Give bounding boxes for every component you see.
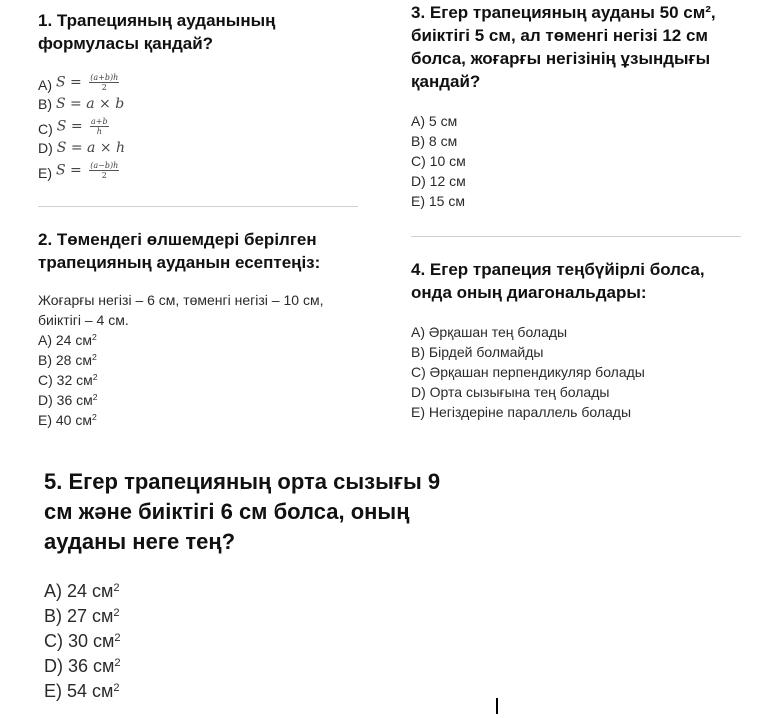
title-line: биіктігі 5 см, ал төменгі негізі 12 см bbox=[411, 26, 709, 45]
formula-lhs: S = bbox=[56, 118, 83, 134]
question-5-title bbox=[44, 467, 504, 557]
option-b: B) Бірдей болмайды bbox=[411, 344, 544, 360]
option-e bbox=[38, 159, 368, 181]
option-text: D) 36 см bbox=[38, 392, 93, 408]
question-1 bbox=[38, 9, 368, 181]
denominator: h bbox=[96, 126, 102, 136]
title-line: трапецияның ауданын есептеңіз: bbox=[38, 253, 321, 272]
formula-lhs: S = bbox=[56, 162, 82, 178]
option-text: B) 28 см bbox=[38, 352, 92, 368]
option-b: B) 8 см bbox=[411, 133, 458, 149]
option-e: E) 15 см bbox=[411, 193, 465, 209]
option-b bbox=[44, 604, 504, 629]
question-4-title bbox=[411, 258, 761, 304]
formula-lhs: S = bbox=[56, 140, 83, 156]
option-c bbox=[44, 629, 504, 654]
fraction bbox=[89, 161, 119, 180]
superscript: 2 bbox=[92, 372, 98, 383]
option-label: A) bbox=[38, 77, 52, 93]
option-text: E) 54 см bbox=[44, 681, 114, 701]
option-a: A) Әрқашан тең болады bbox=[411, 324, 568, 340]
superscript: 2 bbox=[113, 606, 120, 619]
superscript: 2 bbox=[92, 392, 98, 403]
formula-lhs: S = bbox=[56, 74, 82, 90]
option-label: D) bbox=[38, 140, 53, 156]
title-line: 5. Егер трапецияның орта сызығы 9 bbox=[44, 469, 441, 494]
option-label: B) bbox=[38, 96, 52, 112]
option-c bbox=[38, 370, 378, 390]
superscript: 2 bbox=[114, 656, 121, 669]
option-c: C) 10 см bbox=[411, 153, 466, 169]
option-c bbox=[38, 115, 368, 137]
title-line: формуласы қандай? bbox=[38, 34, 214, 53]
numerator: (a−b)h bbox=[90, 160, 119, 170]
title-line: онда оның диагональдары: bbox=[411, 283, 647, 302]
formula-expr: a × b bbox=[86, 96, 125, 112]
denominator: 2 bbox=[101, 170, 107, 180]
option-a: A) 5 см bbox=[411, 113, 458, 129]
question-3-title bbox=[411, 1, 761, 93]
title-line: ауданы неге тең? bbox=[44, 529, 236, 554]
option-e: E) Негіздеріне параллель болады bbox=[411, 404, 632, 420]
question-2-options bbox=[38, 330, 378, 430]
option-text: C) 30 см bbox=[44, 631, 115, 651]
option-a bbox=[38, 71, 368, 93]
superscript: 2 bbox=[91, 412, 97, 423]
option-b bbox=[38, 350, 378, 370]
fraction bbox=[90, 117, 109, 136]
option-d: D) Орта сызығына тең болады bbox=[411, 384, 610, 400]
formula bbox=[56, 96, 124, 112]
formula bbox=[56, 73, 119, 92]
option-c: C) Әрқашан перпендикуляр болады bbox=[411, 364, 645, 380]
question-2 bbox=[38, 228, 378, 430]
question-4-options bbox=[411, 322, 761, 422]
numerator: (a+b)h bbox=[90, 72, 119, 82]
option-label: C) bbox=[38, 121, 53, 137]
superscript: 2 bbox=[91, 332, 97, 343]
option-a bbox=[38, 330, 378, 350]
given-line: Жоғарғы негізі – 6 см, төменгі негізі – 10 см, bbox=[38, 292, 324, 308]
option-a bbox=[44, 579, 504, 604]
superscript: 2 bbox=[91, 352, 97, 363]
title-line: 2. Төмендегі өлшемдері берілген bbox=[38, 230, 317, 249]
denominator: 2 bbox=[101, 82, 107, 92]
formula-expr: a × h bbox=[87, 140, 126, 156]
formula bbox=[57, 117, 109, 136]
question-1-title bbox=[38, 9, 368, 55]
divider-right bbox=[411, 236, 741, 237]
option-e bbox=[38, 410, 378, 430]
option-e bbox=[44, 679, 504, 704]
formula bbox=[57, 140, 125, 156]
option-text: A) 24 см bbox=[38, 332, 92, 348]
text-cursor bbox=[496, 698, 498, 714]
question-5 bbox=[44, 467, 504, 704]
formula-lhs: S = bbox=[56, 96, 82, 112]
title-line: см және биіктігі 6 см болса, оның bbox=[44, 499, 410, 524]
superscript: 2 bbox=[113, 581, 120, 594]
title-line: қандай? bbox=[411, 72, 481, 91]
given-line: биіктігі – 4 см. bbox=[38, 312, 129, 328]
option-text: C) 32 см bbox=[38, 372, 93, 388]
option-b bbox=[38, 93, 368, 115]
question-3-options bbox=[411, 111, 761, 211]
option-text: E) 40 см bbox=[38, 412, 92, 428]
option-d bbox=[44, 654, 504, 679]
title-line: 3. Егер трапецияның ауданы 50 см², bbox=[411, 3, 716, 22]
fraction bbox=[89, 73, 119, 92]
title-line: 1. Трапецияның ауданының bbox=[38, 11, 276, 30]
question-3 bbox=[411, 1, 761, 211]
superscript: 2 bbox=[114, 631, 121, 644]
option-d: D) 12 см bbox=[411, 173, 466, 189]
question-1-options bbox=[38, 71, 368, 181]
option-d bbox=[38, 390, 378, 410]
question-2-title bbox=[38, 228, 378, 274]
option-label: E) bbox=[38, 165, 52, 181]
formula bbox=[56, 161, 119, 180]
title-line: 4. Егер трапеция теңбүйірлі болса, bbox=[411, 260, 705, 279]
option-text: D) 36 см bbox=[44, 656, 115, 676]
option-text: B) 27 см bbox=[44, 606, 114, 626]
question-5-options bbox=[44, 579, 504, 704]
numerator: a+b bbox=[91, 116, 108, 126]
option-d bbox=[38, 137, 368, 159]
superscript: 2 bbox=[113, 681, 120, 694]
title-line: болса, жоғарғы негізінің ұзындығы bbox=[411, 49, 711, 68]
question-2-given bbox=[38, 290, 378, 330]
divider-left bbox=[38, 206, 358, 207]
question-4 bbox=[411, 258, 761, 422]
option-text: A) 24 см bbox=[44, 581, 114, 601]
